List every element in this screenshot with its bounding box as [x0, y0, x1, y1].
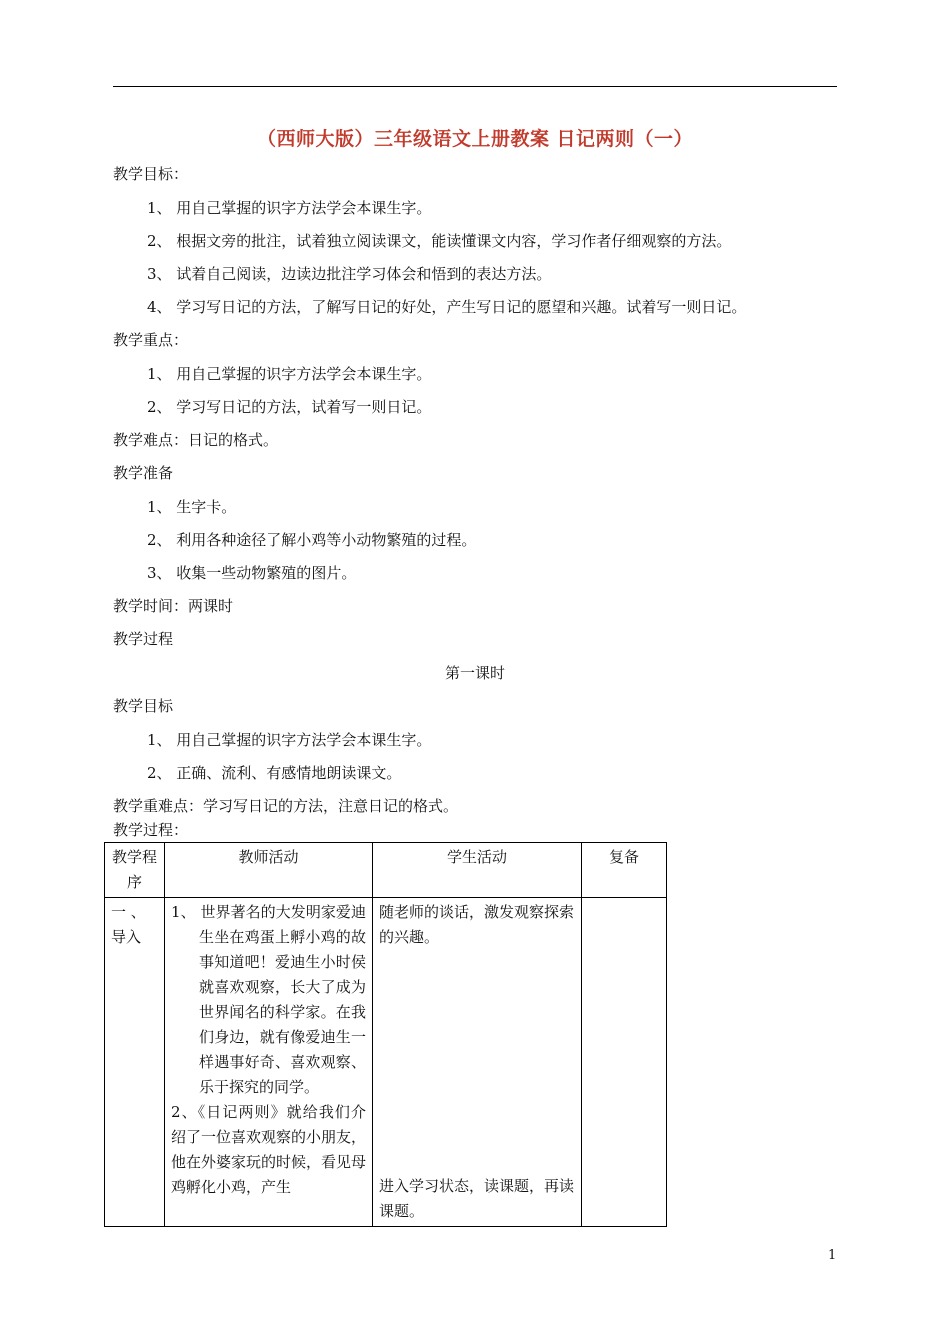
lesson-goal-item: 1、 用自己掌握的识字方法学会本课生字。: [147, 731, 432, 749]
student-activity-2: 进入学习状态，读课题，再读课题。: [379, 1177, 575, 1220]
goals-heading: 教学目标：: [113, 165, 189, 183]
lesson-title: 第一课时: [444, 664, 505, 682]
document-title: （西师大版）三年级语文上册教案 日记两则（一）: [256, 128, 694, 150]
goal-item: 1、 用自己掌握的识字方法学会本课生字。: [147, 199, 432, 217]
time-line: 教学时间：两课时: [113, 597, 234, 615]
goal-item: 2、 根据文旁的批注，试着独立阅读课文，能读懂课文内容，学习作者仔细观察的方法。: [147, 232, 732, 250]
student-activity-1: 随老师的谈话，激发观察探索的兴趣。: [379, 903, 575, 946]
header-student: 学生活动: [373, 843, 582, 898]
student-spacer: [379, 950, 575, 1174]
preparation-heading: 教学准备: [113, 464, 174, 482]
lesson-key-difficulty: 教学重难点：学习写日记的方法，注意日记的格式。: [113, 797, 459, 815]
table-row: [105, 898, 667, 1227]
preparation-item: 1、 生字卡。: [147, 498, 237, 516]
preparation-item: 3、 收集一些动物繁殖的图片。: [147, 564, 357, 582]
cell-student: [373, 898, 582, 1227]
cell-notes: [582, 898, 667, 1227]
teacher-activity-1: 1、 世界著名的大发明家爱迪生坐在鸡蛋上孵小鸡的故事知道吧！爱迪生小时侯就喜欢观察，长大了成为世界闻名的科学家。在我们身边，就有像爱迪生一样遇事好奇、喜欢观察、乐于探究的同学。: [171, 903, 366, 1096]
lesson-goals-heading: 教学目标: [113, 697, 174, 715]
key-point-item: 1、 用自己掌握的识字方法学会本课生字。: [147, 365, 432, 383]
header-rule: [113, 86, 837, 87]
cell-teacher: [165, 898, 373, 1227]
header-step: 教学程序: [105, 843, 165, 898]
process-table: [104, 842, 667, 1227]
difficulty-line: 教学难点：日记的格式。: [113, 431, 279, 449]
teacher-activity-2: 2、《日记两则》就给我们介绍了一位喜欢观察的小朋友，他在外婆家玩的时候，看见母鸡孵化小鸡，产生: [171, 1103, 367, 1196]
header-notes: 复备: [582, 843, 667, 898]
cell-step: 一 、导入: [105, 898, 165, 1227]
goal-item: 4、 学习写日记的方法，了解写日记的好处，产生写日记的愿望和兴趣。试着写一则日记。: [147, 298, 747, 316]
page-number: 1: [828, 1248, 837, 1263]
preparation-item: 2、 利用各种途径了解小鸡等小动物繁殖的过程。: [147, 531, 477, 549]
header-teacher: 教师活动: [165, 843, 373, 898]
key-points-heading: 教学重点：: [113, 331, 189, 349]
key-point-item: 2、 学习写日记的方法，试着写一则日记。: [147, 398, 432, 416]
lesson-process-label: 教学过程：: [113, 821, 189, 839]
table-header-row: [105, 843, 667, 898]
goal-item: 3、 试着自己阅读，边读边批注学习体会和悟到的表达方法。: [147, 265, 552, 283]
lesson-goal-item: 2、 正确、流利、有感情地朗读课文。: [147, 764, 402, 782]
process-heading: 教学过程: [113, 630, 174, 648]
